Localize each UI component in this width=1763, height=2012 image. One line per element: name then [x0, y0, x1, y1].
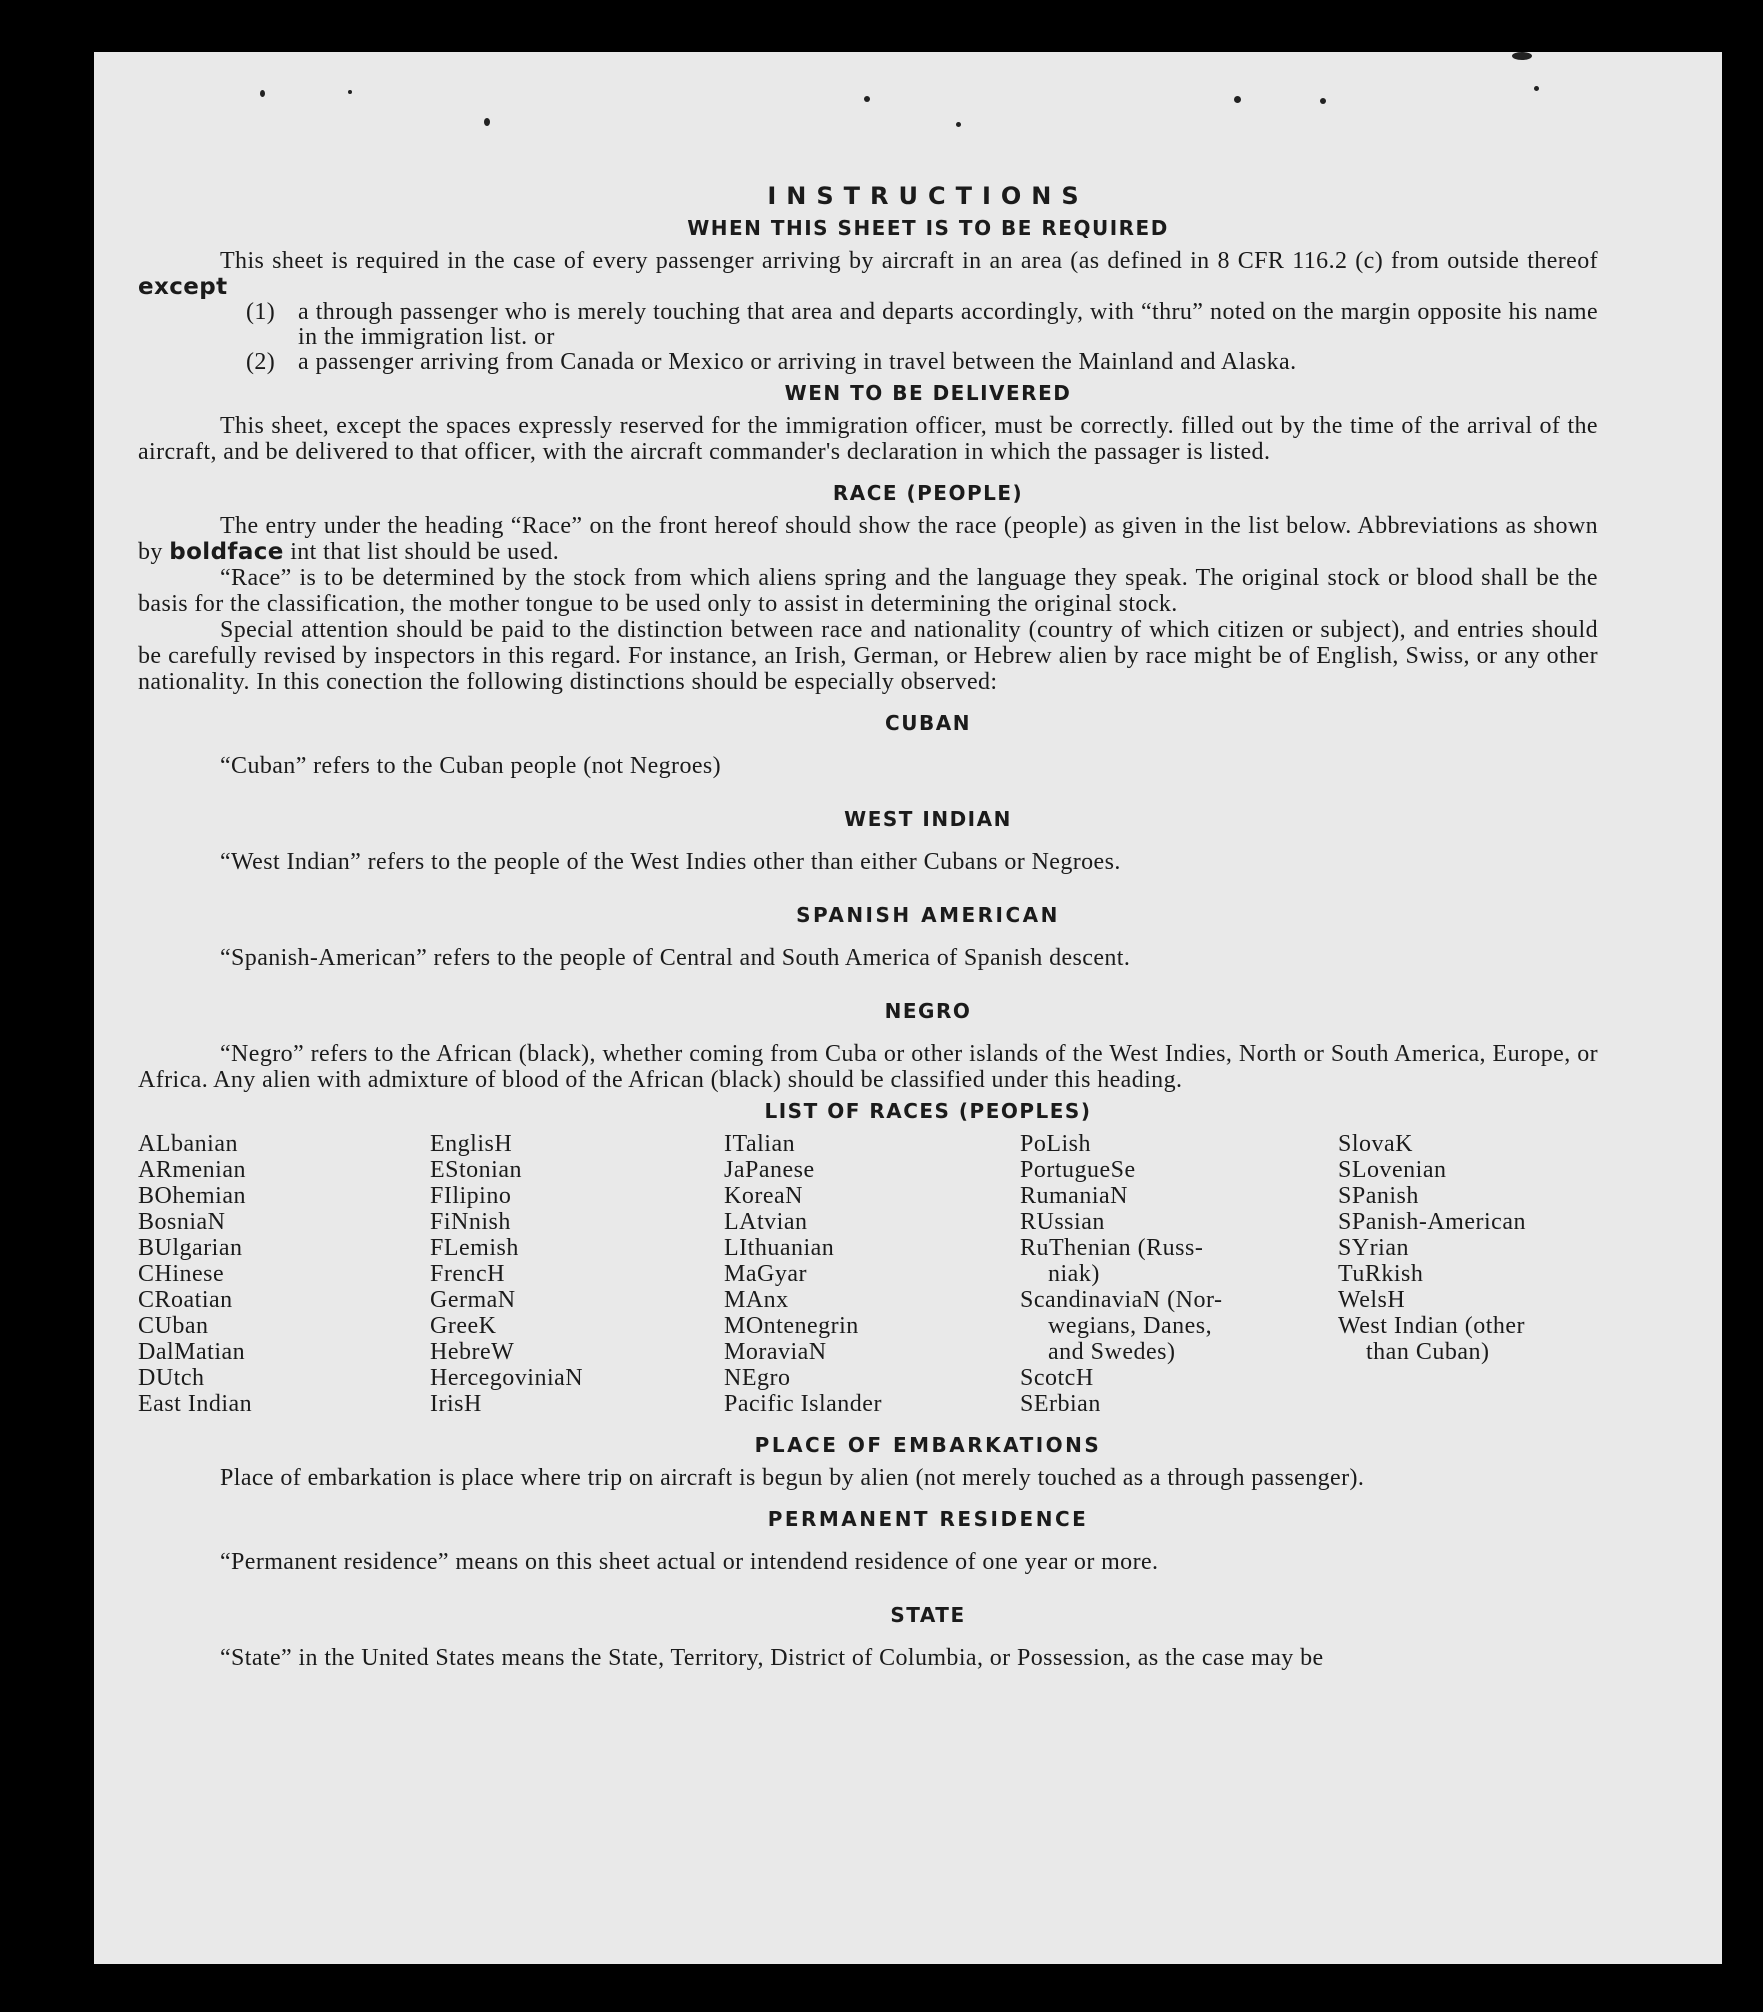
race-entry: HercegoviniaN [430, 1365, 584, 1391]
race-entry: ARmenian [138, 1157, 246, 1183]
heading-spanish-american: SPANISH AMERICAN [796, 903, 1060, 927]
except-word: except [138, 274, 228, 300]
race-entry: Pacific Islander [724, 1391, 882, 1417]
race-p1-before: The entry under the heading “Race” on the front hereof should show the race (people) as given in the list below. Abbreviations as shown by [138, 513, 1598, 565]
race-entry: wegians, Danes, [1048, 1313, 1213, 1339]
race-entry: BOhemian [138, 1183, 246, 1209]
when-required-intro [138, 248, 1598, 300]
race-entry: LAtvian [724, 1209, 808, 1235]
race-entry: FrencH [430, 1261, 505, 1287]
race-entry: SlovaK [1338, 1131, 1413, 1157]
races-column-3 [724, 1131, 1020, 1417]
race-entry: GermaN [430, 1287, 516, 1313]
scan-speck [1512, 52, 1532, 60]
scan-speck [348, 90, 352, 94]
race-entry: CRoatian [138, 1287, 233, 1313]
boldface-word: boldface [169, 539, 284, 565]
exception-item [246, 350, 1598, 375]
race-entry: DUtch [138, 1365, 205, 1391]
race-entry: KoreaN [724, 1183, 803, 1209]
heading-cuban: CUBAN [885, 711, 971, 735]
race-p1-after: int that list should be used. [290, 539, 560, 565]
race-entry: BosniaN [138, 1209, 226, 1235]
race-entry: SPanish [1338, 1183, 1419, 1209]
negro-text: “Negro” refers to the African (black), whether coming from Cuba or other islands of the West Indies, North or South America, Europe, or Africa. Any alien with admixture of blood of the African (black) should be classified under this heading. [138, 1041, 1598, 1093]
race-entry: LIthuanian [724, 1235, 835, 1261]
item-text: a passenger arriving from Canada or Mexico or arriving in travel between the Mainland and Alaska. [298, 349, 1297, 375]
scan-speck [484, 118, 490, 126]
permanent-residence-text: “Permanent residence” means on this sheet actual or intendend residence of one year or more. [220, 1549, 1159, 1575]
race-entry: SYrian [1338, 1235, 1409, 1261]
race-entry: CUban [138, 1313, 209, 1339]
race-entry: ITalian [724, 1131, 796, 1157]
scan-speck [1534, 86, 1539, 91]
race-entry: CHinese [138, 1261, 225, 1287]
race-entry: MaGyar [724, 1261, 807, 1287]
exception-item [246, 300, 1598, 350]
scan-speck [864, 96, 870, 102]
scan-speck [1320, 98, 1326, 104]
race-entry: SErbian [1020, 1391, 1101, 1417]
heading-negro: NEGRO [884, 999, 972, 1023]
race-entry: IrisH [430, 1391, 482, 1417]
item-number: (1) [246, 299, 276, 325]
race-entry: MOntenegrin [724, 1313, 859, 1339]
race-entry: DalMatian [138, 1339, 246, 1365]
heading-when-required: WHEN THIS SHEET IS TO BE REQUIRED [687, 216, 1169, 240]
race-entry: than Cuban) [1366, 1339, 1490, 1365]
west-indian-text: “West Indian” refers to the people of the West Indies other than either Cubans or Negroes. [220, 849, 1121, 875]
race-entry: BUlgarian [138, 1235, 243, 1261]
race-entry: ALbanian [138, 1131, 238, 1157]
race-entry: SPanish-American [1338, 1209, 1526, 1235]
item-number: (2) [246, 349, 276, 375]
race-entry: JaPanese [724, 1157, 815, 1183]
instruction-sheet [94, 52, 1722, 1964]
intro-text: This sheet is required in the case of every passenger arriving by aircraft in an area (as defined in 8 CFR 116.2 (c) from outside thereof [220, 248, 1598, 274]
race-entry: SLovenian [1338, 1157, 1447, 1183]
race-entry: RuThenian (Russ- [1020, 1235, 1204, 1261]
heading-list-of-races: LIST OF RACES (PEOPLES) [764, 1099, 1092, 1123]
heading-state: STATE [890, 1603, 966, 1627]
race-entry: MoraviaN [724, 1339, 827, 1365]
heading-embarkation: PLACE OF EMBARKATIONS [754, 1433, 1102, 1457]
race-entry: niak) [1048, 1261, 1100, 1287]
race-entry: PoLish [1020, 1131, 1092, 1157]
race-entry: FiNnish [430, 1209, 511, 1235]
race-entry: PortugueSe [1020, 1157, 1136, 1183]
race-entry: ScotcH [1020, 1365, 1094, 1391]
heading-when-delivered: WEN TO BE DELIVERED [784, 381, 1072, 405]
embarkation-text: Place of embarkation is place where trip on aircraft is begun by alien (not merely touched as a through passenger). [220, 1465, 1365, 1491]
race-entry: East Indian [138, 1391, 253, 1417]
race-entry: EStonian [430, 1157, 522, 1183]
races-column-5 [1338, 1131, 1598, 1417]
race-entry: EnglisH [430, 1131, 513, 1157]
race-entry: GreeK [430, 1313, 497, 1339]
race-paragraph-1 [138, 513, 1598, 565]
race-entry: RUssian [1020, 1209, 1105, 1235]
races-column-1 [138, 1131, 430, 1417]
race-entry: FIlipino [430, 1183, 512, 1209]
cuban-text: “Cuban” refers to the Cuban people (not Negroes) [220, 753, 722, 779]
state-text: “State” in the United States means the State, Territory, District of Columbia, or Possession, as the case may be [220, 1645, 1324, 1671]
scan-speck [956, 122, 961, 127]
scan-speck [260, 90, 265, 97]
race-paragraph-3: Special attention should be paid to the distinction between race and nationality (country of which citizen or subject), and entries should be carefully revised by inspectors in this regard. For instance, an Irish, German, or Hebrew alien by race might be of English, Swiss, or any other nationality. In this conection the following distinctions should be especially observed: [138, 617, 1598, 695]
race-entry: ScandinaviaN (Nor- [1020, 1287, 1223, 1313]
race-entry: West Indian (other [1338, 1313, 1526, 1339]
spanish-american-text: “Spanish-American” refers to the people of Central and South America of Spanish descent. [220, 945, 1131, 971]
heading-race: RACE (PEOPLE) [832, 481, 1024, 505]
race-entry: FLemish [430, 1235, 519, 1261]
page-title: INSTRUCTIONS [767, 182, 1089, 210]
when-delivered-text: This sheet, except the spaces expressly reserved for the immigration officer, must be correctly. filled out by the time of the arrival of the aircraft, and be delivered to that officer, with the aircraft commander's declaration in which the passager is listed. [138, 413, 1598, 465]
race-entry: HebreW [430, 1339, 515, 1365]
race-entry: TuRkish [1338, 1261, 1424, 1287]
race-entry: WelsH [1338, 1287, 1406, 1313]
races-list [138, 1131, 1598, 1417]
race-entry: NEgro [724, 1365, 791, 1391]
races-column-4 [1020, 1131, 1338, 1417]
item-text: a through passenger who is merely touching that area and departs accordingly, with “thru” noted on the margin opposite his name in the immigration list. or [298, 299, 1598, 350]
race-paragraph-2: “Race” is to be determined by the stock from which aliens spring and the language they speak. The original stock or blood shall be the basis for the classification, the mother tongue to be used only to assist in determining the original stock. [138, 565, 1598, 617]
race-entry: and Swedes) [1048, 1339, 1176, 1365]
heading-permanent-residence: PERMANENT RESIDENCE [767, 1507, 1089, 1531]
scan-speck [1234, 96, 1241, 103]
race-entry: RumaniaN [1020, 1183, 1128, 1209]
race-entry: MAnx [724, 1287, 789, 1313]
heading-west-indian: WEST INDIAN [844, 807, 1012, 831]
races-column-2 [430, 1131, 724, 1417]
